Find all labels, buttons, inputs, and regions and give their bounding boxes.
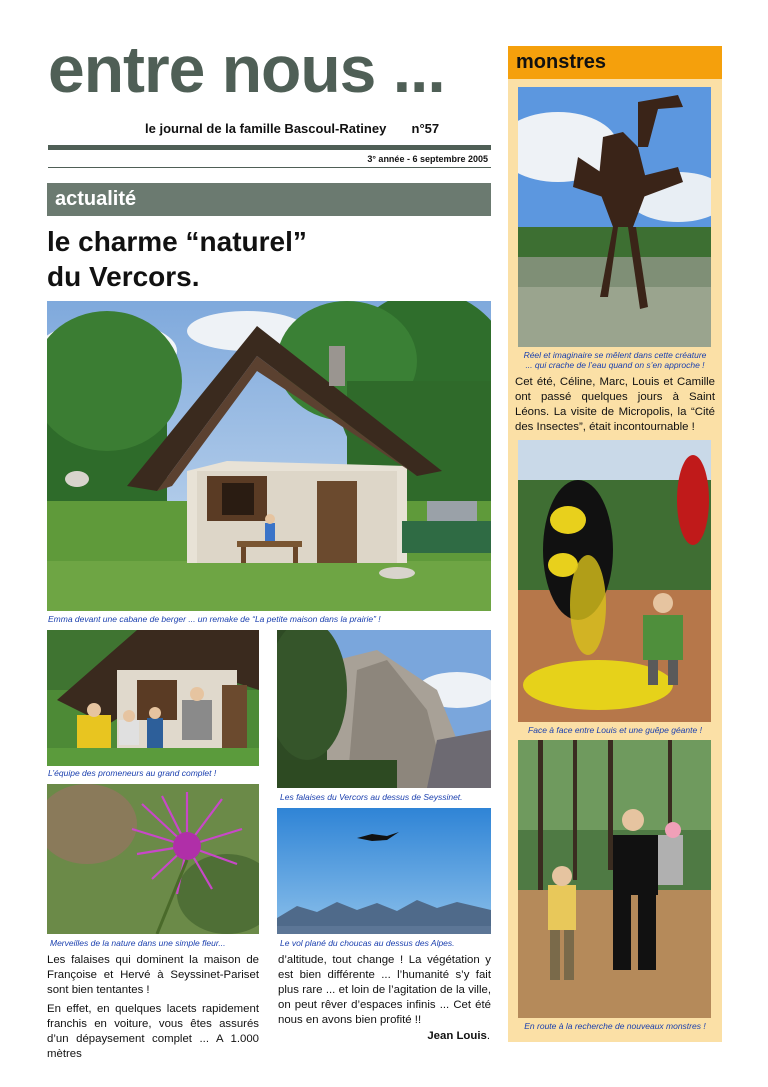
issue-number: n°57 bbox=[411, 121, 440, 136]
issue-date: 3° année - 6 septembre 2005 bbox=[367, 154, 488, 164]
photo-vercors-cliffs bbox=[277, 630, 491, 788]
article-column-1 bbox=[47, 953, 259, 1062]
column-1-paragraph-2: En effet, en quelques lacets rapidement franchis en voiture, vous êtes assurés d’un dépaysement complet ... A 1.000 mètres bbox=[47, 1003, 259, 1060]
family-journal-label: le journal de la famille Bascoul-Ratiney bbox=[145, 121, 387, 136]
caption-sidebar-photo-2: Face à face entre Louis et une guêpe géante ! bbox=[528, 725, 702, 735]
caption-1-line-2: ... qui crache de l’eau quand on s’en approche ! bbox=[525, 360, 705, 370]
photo-purple-flower bbox=[47, 784, 259, 934]
headline-line-1: le charme “naturel” bbox=[47, 226, 307, 257]
caption-sidebar-photo-1 bbox=[510, 350, 720, 370]
caption-1-line-1: Réel et imaginaire se mêlent dans cette créature bbox=[523, 350, 707, 360]
caption-bird-photo: Le vol plané du choucas au dessus des Alpes. bbox=[280, 938, 455, 948]
section-header-actualite: actualité bbox=[47, 183, 491, 216]
column-1-paragraph-1: Les falaises qui dominent la maison de Françoise et Hervé à Seyssinet-Pariset sont bien tentantes ! bbox=[47, 954, 259, 996]
caption-group-photo: L’équipe des promeneurs au grand complet ! bbox=[48, 768, 217, 778]
photo-chough-flight bbox=[277, 808, 491, 934]
caption-cliffs-photo: Les falaises du Vercors au dessus de Seyssinet. bbox=[280, 792, 463, 802]
headline-line-2: du Vercors. bbox=[47, 261, 200, 292]
photo-group-walkers bbox=[47, 630, 259, 766]
caption-flower-photo: Merveilles de la nature dans une simple fleur... bbox=[50, 938, 226, 948]
photo-walk-forest bbox=[518, 740, 711, 1018]
sidebar-text: Cet été, Céline, Marc, Louis et Camille ont passé quelques jours à Saint Léons. La visite de Micropolis, la “Cité des Insectes”, était incontournable ! bbox=[515, 376, 715, 433]
newspaper-title: entre nous ... bbox=[48, 32, 445, 106]
article-headline bbox=[47, 224, 307, 294]
photo-insect-sculpture bbox=[518, 87, 711, 347]
caption-main-photo: Emma devant une cabane de berger ... un remake de “La petite maison dans la prairie” ! bbox=[48, 614, 381, 624]
newspaper-subtitle bbox=[145, 121, 439, 136]
masthead-rule bbox=[48, 145, 491, 150]
column-2-paragraph-1: d’altitude, tout change ! La végétation y est bien différente ... l’humanité s’y fait plus rare ... et loin de l’agitation de la ville, on peut rêver d’espaces infinis ... Cet été nous en avons bien profité !! bbox=[278, 954, 491, 1026]
photo-giant-wasp bbox=[518, 440, 711, 722]
article-column-2 bbox=[278, 953, 491, 1028]
signature-name: Jean Louis bbox=[427, 1030, 487, 1042]
signature-period: . bbox=[486, 1030, 490, 1042]
date-rule bbox=[48, 167, 491, 168]
section-header-monstres: monstres bbox=[508, 46, 722, 79]
article-signature bbox=[380, 1030, 490, 1042]
photo-shepherd-cabin bbox=[47, 301, 491, 611]
caption-sidebar-photo-3: En route à la recherche de nouveaux monstres ! bbox=[524, 1021, 706, 1031]
